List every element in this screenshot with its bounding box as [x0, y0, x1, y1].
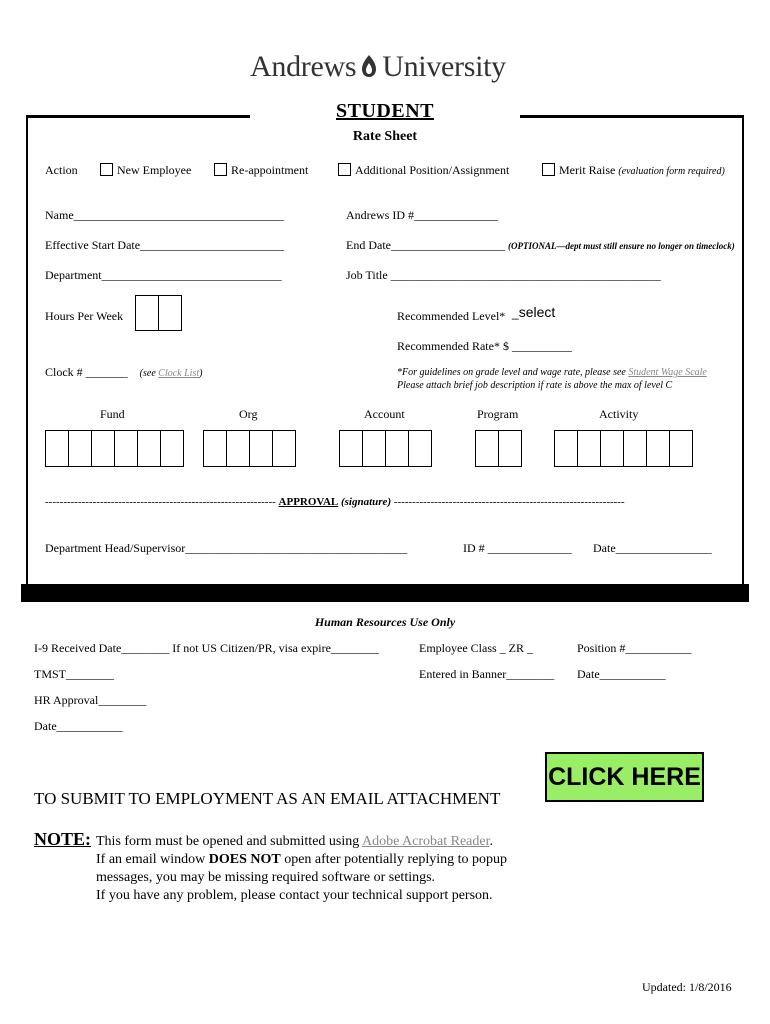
note-line-2-end: open after potentially replying to popup	[280, 852, 507, 867]
note-line-2-text: If an email window	[96, 852, 209, 867]
dashes-right: ---------------------------------------------------------------	[393, 496, 625, 508]
note-line-1-end: .	[489, 834, 493, 849]
merit-note: (evaluation form required)	[618, 166, 725, 177]
digit-box[interactable]	[476, 431, 499, 466]
org-header: Org	[239, 407, 258, 421]
note-line-2	[96, 851, 507, 869]
digit-box[interactable]	[670, 431, 692, 466]
guideline-text: *For guidelines on grade level and wage rate, please see	[397, 367, 629, 378]
hours-per-week-label: Hours Per Week	[45, 309, 124, 323]
recommended-rate-field[interactable]: Recommended Rate* $ __________	[397, 339, 572, 353]
position-field[interactable]: Position #___________	[577, 641, 692, 655]
digit-box[interactable]	[138, 431, 161, 466]
level-select[interactable]: _select	[512, 304, 556, 320]
option-new-employee[interactable]	[100, 163, 191, 178]
approval-divider	[45, 496, 725, 508]
note-line-4: If you have any problem, please contact your technical support person.	[96, 888, 493, 903]
note-line-1-text: This form must be opened and submitted using	[96, 834, 362, 849]
digit-box[interactable]	[92, 431, 115, 466]
checkbox[interactable]	[100, 163, 113, 176]
logo-text-left: Andrews	[250, 50, 357, 83]
fund-header: Fund	[100, 407, 125, 421]
account-header: Account	[364, 407, 405, 421]
guideline-line-2: Please attach brief job description if rate is above the max of level C	[397, 380, 673, 391]
note-label: NOTE:	[34, 829, 92, 849]
option-label: Additional Position/Assignment	[355, 163, 510, 177]
tmst-field[interactable]: TMST________	[34, 667, 115, 681]
program-header: Program	[477, 407, 519, 421]
section-divider-bar	[21, 584, 749, 602]
form-title: STUDENT	[336, 100, 434, 122]
approval-id-field[interactable]: ID # ______________	[463, 541, 572, 555]
recommended-level-label: Recommended Level*	[397, 309, 506, 323]
start-date-field[interactable]: Effective Start Date________________________	[45, 238, 285, 252]
option-label: Merit Raise	[559, 163, 616, 177]
department-field[interactable]: Department______________________________	[45, 268, 282, 282]
digit-box[interactable]	[624, 431, 647, 466]
hours-per-week-boxes[interactable]	[135, 295, 182, 331]
digit-box[interactable]	[69, 431, 92, 466]
adobe-reader-link[interactable]: Adobe Acrobat Reader	[361, 834, 490, 849]
digit-box[interactable]	[273, 431, 295, 466]
university-logo	[250, 50, 506, 84]
option-merit-raise[interactable]	[542, 163, 725, 178]
hr-heading: Human Resources Use Only	[314, 615, 456, 629]
org-boxes[interactable]	[203, 430, 296, 467]
digit-box[interactable]	[601, 431, 624, 466]
click-here-button[interactable]: CLICK HERE	[545, 752, 704, 802]
digit-box[interactable]	[555, 431, 578, 466]
option-label: Re-appointment	[231, 163, 309, 177]
clock-label: Clock # _______	[45, 365, 128, 379]
guideline-line-1	[397, 367, 707, 378]
approval-signature: (signature)	[340, 496, 392, 508]
note-line-1	[96, 833, 507, 851]
digit-box[interactable]	[227, 431, 250, 466]
frame-left	[26, 115, 28, 585]
digit-box[interactable]	[161, 431, 183, 466]
checkbox[interactable]	[338, 163, 351, 176]
level-select-value: select	[518, 304, 556, 320]
end-date-note: (OPTIONAL—dept must still ensure no longer on timeclock)	[507, 241, 735, 251]
clock-list-link[interactable]: Clock List	[158, 368, 200, 379]
fund-boxes[interactable]	[45, 430, 184, 467]
digit-box[interactable]	[159, 296, 181, 330]
digit-box[interactable]	[499, 431, 521, 466]
end-date-field[interactable]	[346, 238, 735, 253]
end-date-label: End Date___________________	[346, 238, 505, 252]
banner-date-field[interactable]: Date___________	[577, 667, 666, 681]
checkbox[interactable]	[542, 163, 555, 176]
activity-header: Activity	[599, 407, 639, 421]
submit-instruction: TO SUBMIT TO EMPLOYMENT AS AN EMAIL ATTACHMENT	[34, 789, 501, 808]
andrews-id-field[interactable]: Andrews ID #______________	[346, 208, 498, 222]
flame-icon	[360, 52, 378, 76]
digit-box[interactable]	[115, 431, 138, 466]
student-wage-scale-link[interactable]: Student Wage Scale	[628, 367, 707, 378]
option-reappointment[interactable]	[214, 163, 308, 178]
action-label: Action	[45, 163, 78, 177]
digit-box[interactable]	[46, 431, 69, 466]
clock-see-close: )	[199, 368, 203, 379]
job-title-field[interactable]: Job Title _____________________________________________	[346, 268, 661, 282]
program-boxes[interactable]	[475, 430, 522, 467]
note-line-2-bold: DOES NOT	[208, 852, 281, 867]
digit-box[interactable]	[578, 431, 601, 466]
option-label: New Employee	[117, 163, 192, 177]
hr-date-field[interactable]: Date___________	[34, 719, 123, 733]
digit-box[interactable]	[340, 431, 363, 466]
clock-see	[140, 368, 203, 379]
digit-box[interactable]	[136, 296, 159, 330]
checkbox[interactable]	[214, 163, 227, 176]
digit-box[interactable]	[409, 431, 431, 466]
name-field[interactable]: Name___________________________________	[45, 208, 284, 222]
note-text	[96, 833, 507, 905]
digit-box[interactable]	[250, 431, 273, 466]
form-subtitle: Rate Sheet	[352, 129, 418, 144]
clock-field[interactable]	[45, 365, 202, 380]
digit-box[interactable]	[386, 431, 409, 466]
activity-boxes[interactable]	[554, 430, 693, 467]
digit-box[interactable]	[204, 431, 227, 466]
hr-approval-field[interactable]: HR Approval________	[34, 693, 147, 707]
i9-field[interactable]: I-9 Received Date________ If not US Citizen/PR, visa expire________	[34, 641, 379, 655]
digit-box[interactable]	[647, 431, 670, 466]
digit-box[interactable]	[363, 431, 386, 466]
dashes-left: ---------------------------------------------------------------	[45, 496, 276, 508]
approval-label: APPROVAL	[278, 496, 339, 508]
employee-class-field[interactable]: Employee Class _ ZR _	[419, 641, 533, 655]
clock-see-text: (see	[139, 368, 159, 379]
entered-banner-field[interactable]: Entered in Banner________	[419, 667, 555, 681]
account-boxes[interactable]	[339, 430, 432, 467]
option-additional-position[interactable]	[338, 163, 509, 178]
updated-date: Updated: 1/8/2016	[642, 980, 732, 994]
dept-head-field[interactable]: Department Head/Supervisor_____________________________________	[45, 541, 408, 555]
frame-right	[742, 115, 744, 585]
logo-text-right: University	[382, 50, 506, 83]
approval-date-field[interactable]: Date________________	[593, 541, 712, 555]
note-line-3: messages, you may be missing required software or settings.	[96, 870, 436, 885]
